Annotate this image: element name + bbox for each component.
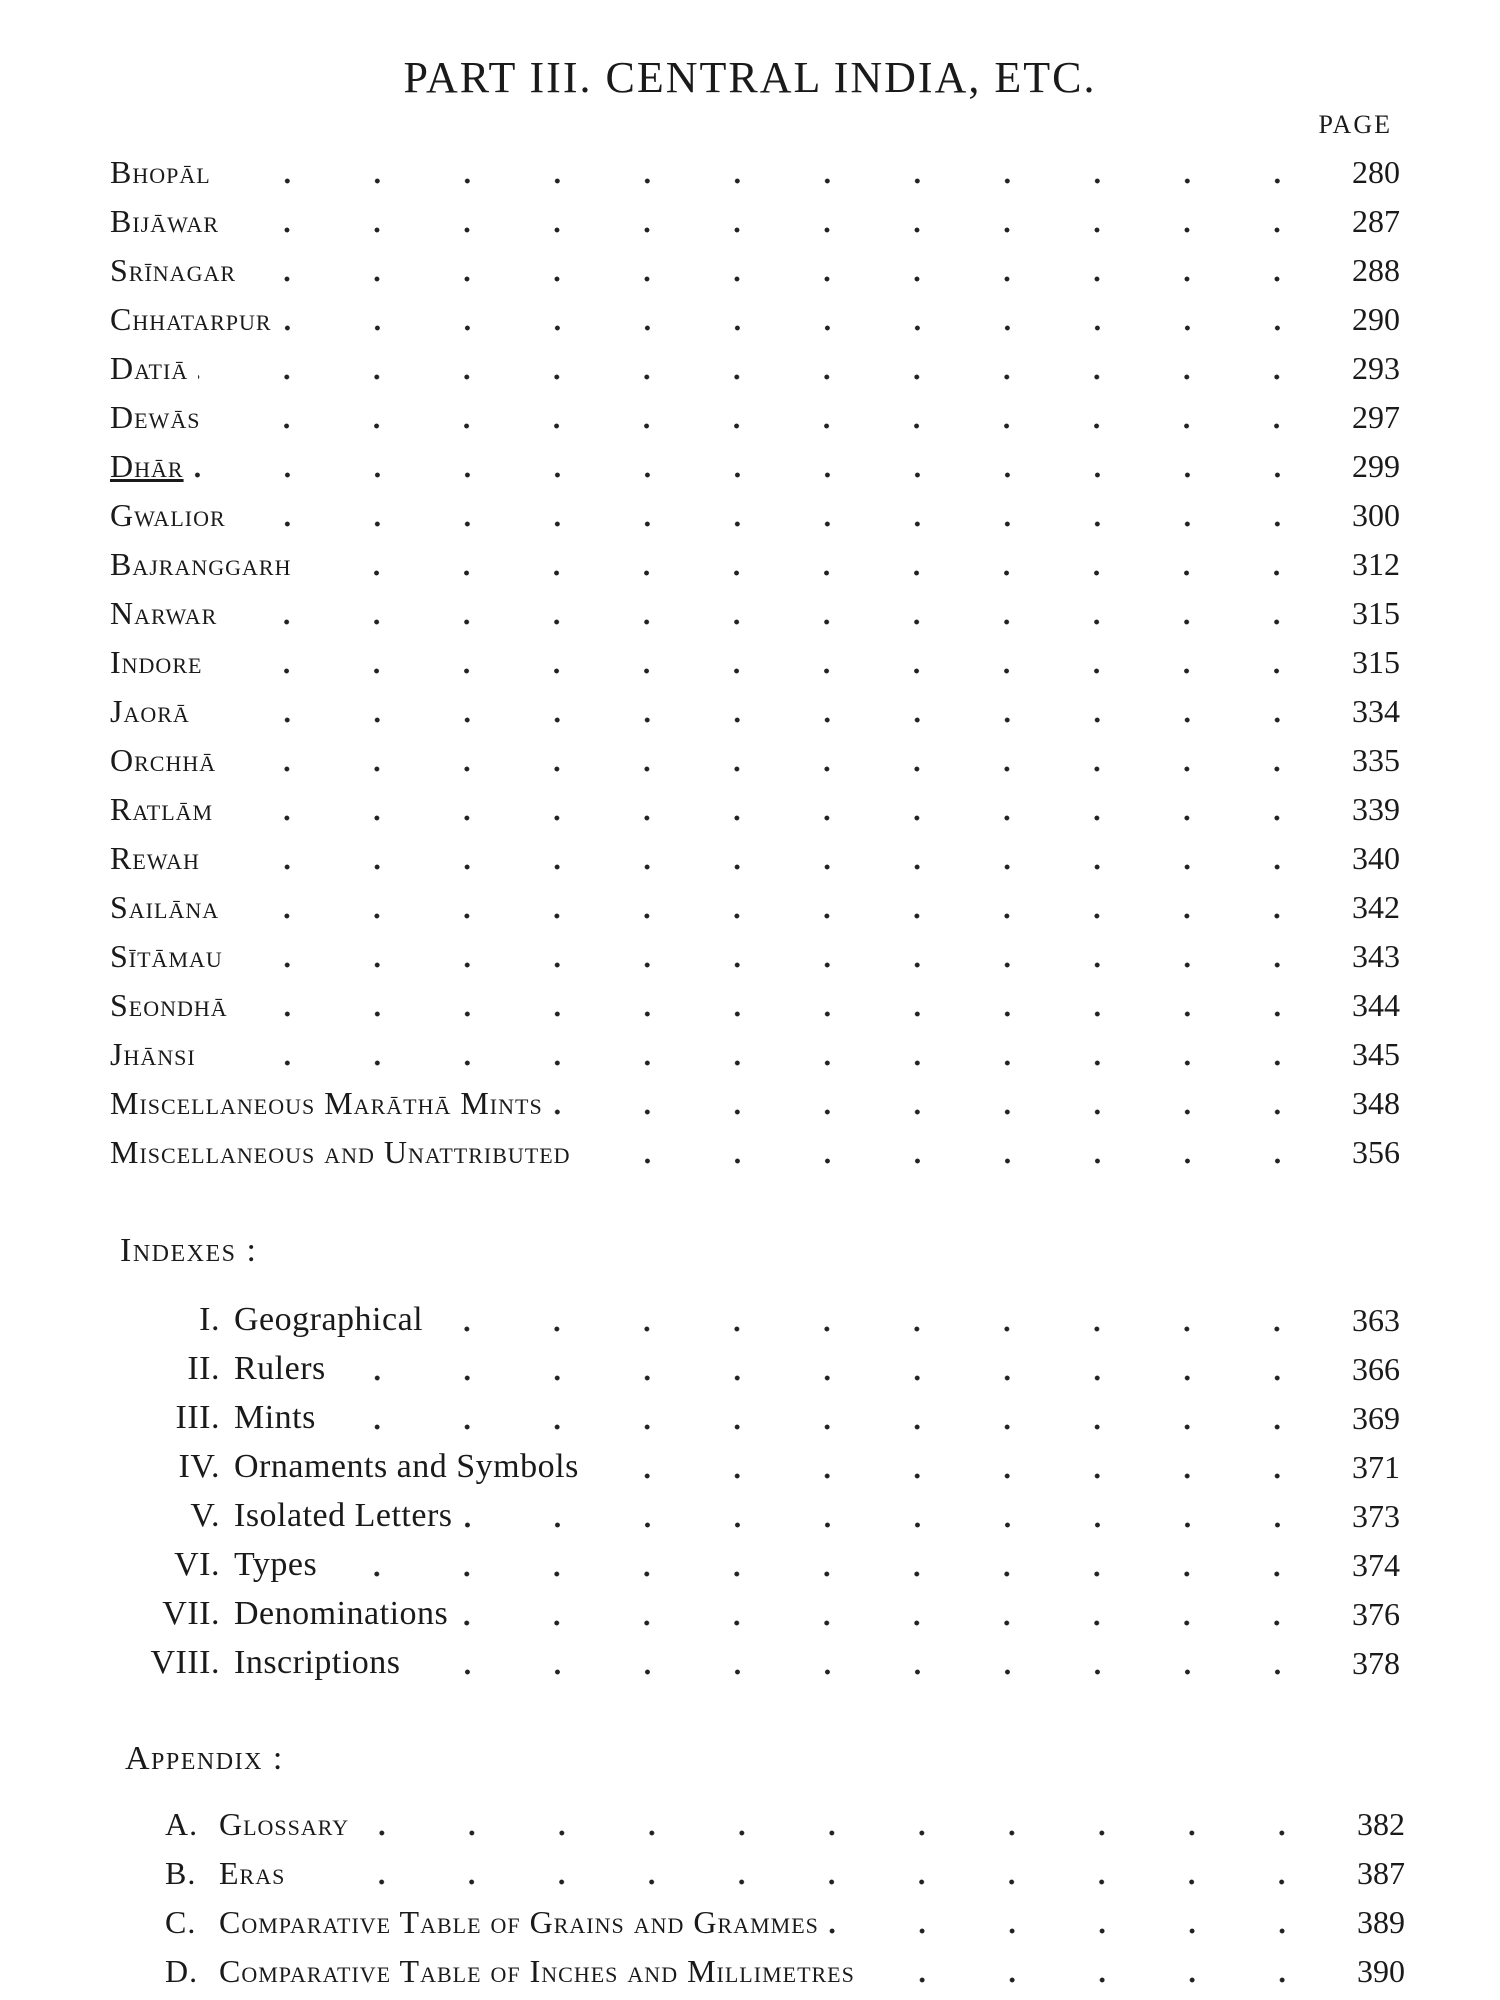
- entry-label: Datiā: [110, 350, 189, 386]
- leader-dots: [229, 889, 1322, 927]
- entry-page: 373: [1352, 1498, 1400, 1534]
- entry-label: Sītāmau: [110, 938, 223, 974]
- entry-page: 300: [1352, 497, 1400, 533]
- toc-entry: [110, 246, 1400, 290]
- entry-page: 334: [1352, 693, 1400, 729]
- entry-page: 315: [1352, 595, 1400, 631]
- entry-label: Jaorā: [110, 693, 190, 729]
- leader-dots: [210, 840, 1322, 878]
- index-numeral: IV.: [178, 1448, 220, 1485]
- entry-page: 343: [1352, 938, 1400, 974]
- entry-label: Orchhā: [110, 742, 217, 778]
- entry-page: 378: [1352, 1645, 1400, 1681]
- leader-dots: [246, 252, 1322, 290]
- toc-entry: [110, 197, 1400, 241]
- index-label: Isolated Letters: [234, 1497, 453, 1534]
- toc-entry: [110, 148, 1400, 192]
- indexes-heading: Indexes :: [120, 1232, 258, 1269]
- index-numeral: I.: [199, 1301, 220, 1338]
- entry-page: 366: [1352, 1351, 1400, 1387]
- leader-dots: [411, 1645, 1322, 1683]
- entry-page: 339: [1352, 791, 1400, 827]
- toc-entry: [110, 1079, 1400, 1123]
- index-numeral: III.: [175, 1399, 220, 1436]
- leader-dots: [336, 1351, 1322, 1389]
- entry-label: Miscellaneous Marāthā Mints: [110, 1085, 543, 1121]
- leader-dots: [210, 399, 1322, 437]
- index-entry: [100, 1541, 1400, 1585]
- leader-dots: [301, 546, 1322, 584]
- leader-dots: [229, 203, 1322, 241]
- entry-page: 374: [1352, 1547, 1400, 1583]
- toc-entry: [110, 834, 1400, 878]
- entry-label: Dewās: [110, 399, 201, 435]
- leader-dots: [212, 644, 1322, 682]
- entry-page: 297: [1352, 399, 1400, 435]
- appendix-label: Comparative Table of Grains and Grammes: [219, 1904, 819, 1940]
- toc-entry: [110, 540, 1400, 584]
- entry-label: Miscellaneous and Unattributed: [110, 1134, 571, 1170]
- leader-dots: [295, 1855, 1327, 1893]
- entry-label: Narwar: [110, 595, 218, 631]
- appendix-heading: Appendix :: [125, 1740, 284, 1777]
- leader-dots: [238, 987, 1322, 1025]
- entry-page: 376: [1352, 1596, 1400, 1632]
- entry-page: 344: [1352, 987, 1400, 1023]
- toc-entry: [110, 344, 1400, 388]
- index-label: Types: [234, 1546, 318, 1583]
- entry-label: Gwalior: [110, 497, 226, 533]
- toc-entry: [110, 932, 1400, 976]
- leader-dots: [221, 154, 1322, 192]
- entry-label: Bijāwar: [110, 203, 220, 239]
- leader-dots: [223, 791, 1322, 829]
- entry-page: 389: [1357, 1904, 1405, 1940]
- entry-label: Bhopāl: [110, 154, 211, 190]
- leader-dots: [865, 1953, 1327, 1991]
- index-numeral: II.: [187, 1350, 220, 1387]
- index-numeral: VII.: [162, 1595, 220, 1632]
- toc-entry: [110, 295, 1400, 339]
- entry-label: Dhār: [110, 448, 184, 484]
- entry-label: Srīnagar: [110, 252, 237, 288]
- entry-page: 340: [1352, 840, 1400, 876]
- toc-entry: [110, 1030, 1400, 1074]
- index-entry: [100, 1590, 1400, 1634]
- index-entry: [100, 1639, 1400, 1683]
- leader-dots: [359, 1806, 1327, 1844]
- toc-entry: [110, 589, 1400, 633]
- index-label: Mints: [234, 1399, 316, 1436]
- toc-entry: [110, 442, 1400, 486]
- leader-dots: [227, 595, 1322, 633]
- entry-label: Chhatarpur: [110, 301, 272, 337]
- leader-dots: [200, 693, 1322, 731]
- toc-entry: [110, 1128, 1400, 1172]
- index-label: Inscriptions: [234, 1644, 401, 1681]
- entry-label: Jhānsi: [110, 1036, 196, 1072]
- index-label: Denominations: [234, 1595, 449, 1632]
- leader-dots: [233, 938, 1322, 976]
- entry-label: Ratlām: [110, 791, 214, 827]
- leader-dots: [327, 1547, 1322, 1585]
- page-title: PART III. CENTRAL INDIA, ETC.: [403, 53, 1097, 102]
- leader-dots: [433, 1302, 1322, 1340]
- toc-entry: [110, 638, 1400, 682]
- entry-label: Sailāna: [110, 889, 220, 925]
- entry-page: 288: [1352, 252, 1400, 288]
- entry-page: 382: [1357, 1806, 1405, 1842]
- toc-entry: [110, 736, 1400, 780]
- toc-entry: [110, 883, 1400, 927]
- index-numeral: VI.: [174, 1546, 220, 1583]
- appendix-entry: [165, 1800, 1405, 1844]
- entry-page: 315: [1352, 644, 1400, 680]
- leader-dots: [581, 1134, 1322, 1172]
- appendix-letter: D.: [165, 1953, 199, 1989]
- entry-label: Bajranggarh: [110, 546, 292, 582]
- appendix-entry: [165, 1898, 1405, 1942]
- entry-page: 356: [1352, 1134, 1400, 1170]
- page-column-label: PAGE: [1318, 110, 1392, 139]
- appendix-label: Comparative Table of Inches and Millimetres: [219, 1953, 855, 1989]
- entry-page: 312: [1352, 546, 1400, 582]
- entry-label: Seondhā: [110, 987, 228, 1023]
- entry-page: 293: [1352, 350, 1400, 386]
- appendix-entry: [165, 1947, 1405, 1991]
- appendix-label: Glossary: [219, 1806, 350, 1842]
- toc-entry: [110, 687, 1400, 731]
- leader-dots: [226, 742, 1322, 780]
- toc-entry: [110, 393, 1400, 437]
- leader-dots: [589, 1449, 1322, 1487]
- index-label: Ornaments and Symbols: [234, 1448, 579, 1485]
- entry-page: 363: [1352, 1302, 1400, 1338]
- entry-label: Indore: [110, 644, 203, 680]
- index-label: Geographical: [234, 1301, 424, 1338]
- entry-page: 335: [1352, 742, 1400, 778]
- leader-dots: [463, 1498, 1322, 1536]
- appendix-letter: B.: [165, 1855, 197, 1891]
- leader-dots: [194, 448, 1322, 486]
- entry-page: 299: [1352, 448, 1400, 484]
- entry-label: Rewah: [110, 840, 200, 876]
- leader-dots: [282, 301, 1322, 339]
- appendix-letter: C.: [165, 1904, 197, 1940]
- entry-page: 287: [1352, 203, 1400, 239]
- index-numeral: VIII.: [150, 1644, 220, 1681]
- entry-page: 280: [1352, 154, 1400, 190]
- index-label: Rulers: [234, 1350, 326, 1387]
- entry-page: 342: [1352, 889, 1400, 925]
- entry-page: 369: [1352, 1400, 1400, 1436]
- entry-page: 387: [1357, 1855, 1405, 1891]
- entry-page: 371: [1352, 1449, 1400, 1485]
- toc-entry: [110, 981, 1400, 1025]
- leader-dots: [236, 497, 1322, 535]
- index-entry: [100, 1443, 1400, 1487]
- leader-dots: [198, 350, 1322, 388]
- entry-page: 345: [1352, 1036, 1400, 1072]
- leader-dots: [326, 1400, 1322, 1438]
- index-entry: [100, 1394, 1400, 1438]
- entry-page: 290: [1352, 301, 1400, 337]
- appendix-entry: [165, 1849, 1405, 1893]
- leader-dots: [553, 1085, 1322, 1123]
- entry-page: 390: [1357, 1953, 1405, 1989]
- entry-page: 348: [1352, 1085, 1400, 1121]
- leader-dots: [206, 1036, 1322, 1074]
- appendix-label: Eras: [219, 1855, 286, 1891]
- index-numeral: V.: [190, 1497, 220, 1534]
- toc-entry: [110, 491, 1400, 535]
- leader-dots: [829, 1904, 1327, 1942]
- appendix-letter: A.: [165, 1806, 199, 1842]
- leader-dots: [458, 1596, 1322, 1634]
- toc-entry: [110, 785, 1400, 829]
- index-entry: [100, 1492, 1400, 1536]
- index-entry: [100, 1345, 1400, 1389]
- index-entry: [100, 1296, 1400, 1340]
